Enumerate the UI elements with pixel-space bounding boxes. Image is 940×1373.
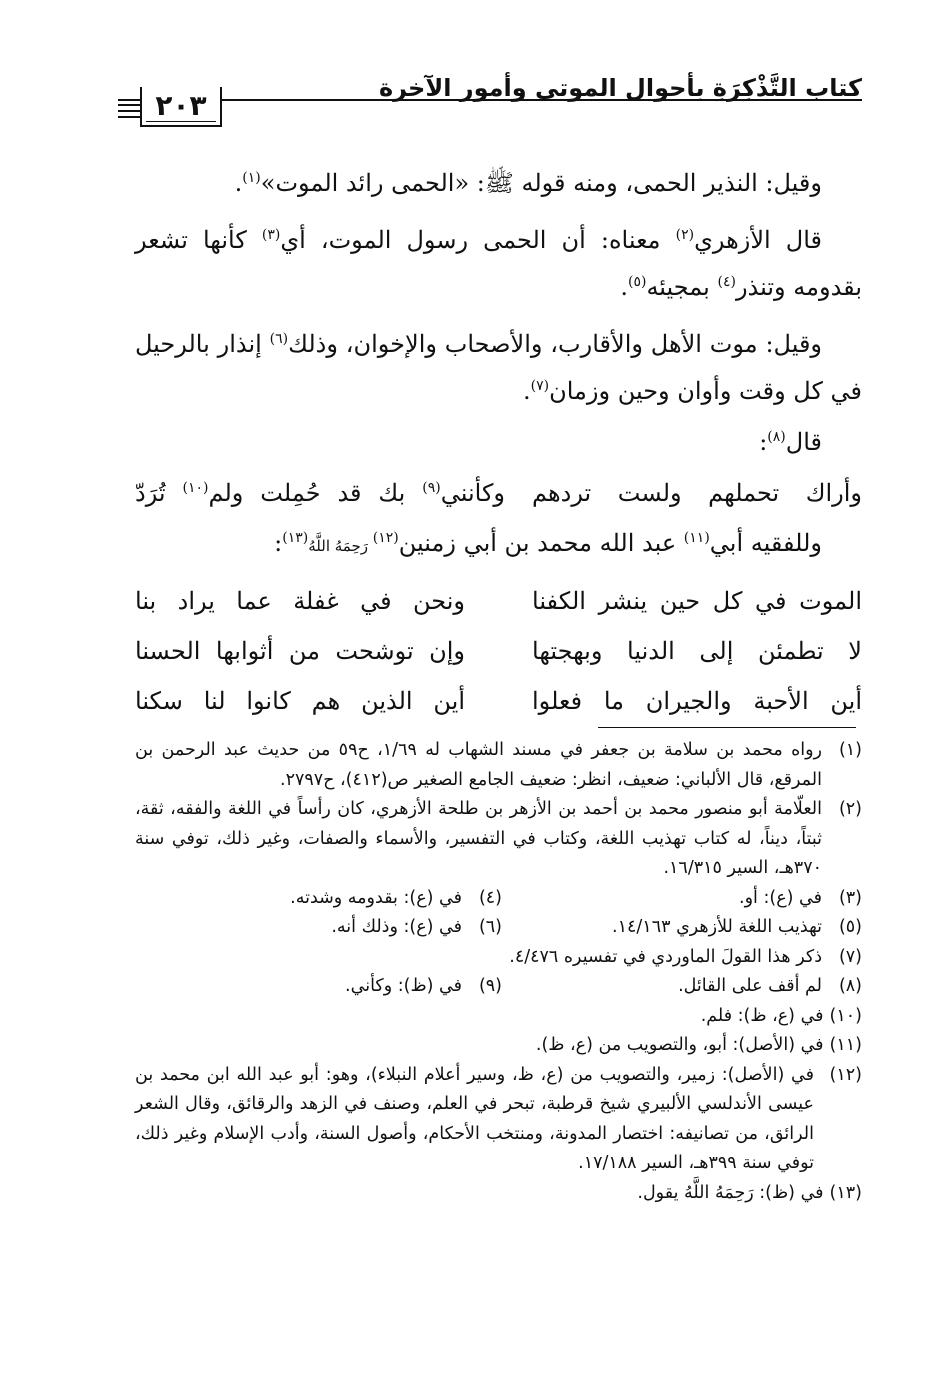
paragraph-text: معناه: أن الحمى رسول الموت، أي [280,226,676,254]
punctuation: . [522,377,531,405]
footnote-text: في (الأصل): أبو، والتصويب من (ع، ظ). [535,1035,824,1055]
footnote-number: (١٢) [829,1064,862,1085]
footnote [135,736,862,795]
footnote-text: في (الأصل): زمير، والتصويب من (ع، ظ، وسير أعلام النبلاء)، وهو: أبو عبد الله ابن محمد بن عيسى الأندلسي الألبيري شيخ قرطبة، تبحر في العلم، وصنف في الزهد والرقائق، وقال الشعر الرائق، من تصانيفه: اختصار المدونة، ومنتخب الأحكام، وأصول السنة، وأدب الإسلام وغير ذلك، توفي سنة ٣٩٩هـ، السير ١٧/١٨٨. [135,1064,814,1173]
footnote-ref[interactable]: (١٠) [182,480,209,496]
poem-verse [135,470,862,520]
paragraph-text: وقيل: موت الأهل والأقارب، والأصحاب والإخوان، وذلك [288,330,823,358]
footnote-number: (١٣) [829,1182,862,1203]
main-text [135,160,862,728]
footnote-text: في (ع): أو. [739,887,822,908]
footnote-number: (٥) [838,917,862,937]
footnote [142,972,502,1002]
footnote-number: (١) [838,740,862,760]
header-rule-ornament [118,104,140,106]
footnote-ref[interactable]: (٣) [261,227,281,243]
footnote-ref[interactable]: (٦) [269,331,289,347]
footnote [502,913,862,943]
footnote-number: (٩) [478,976,502,996]
header-rule-ornament [118,116,140,118]
page-number: ٢٠٣ [140,87,222,127]
header-rule [118,99,862,101]
footnote-number: (٧) [838,946,862,967]
footnote-separator [598,727,856,728]
poem-verse [135,678,862,728]
paragraph [135,217,862,311]
verse-first-half: لا تطمئن إلى الدنيا وبهجتها [532,637,862,665]
footnotes [135,736,862,1208]
paragraph-text: وللفقيه أبي [709,529,822,557]
footnote [142,884,502,914]
footnote [135,1031,862,1061]
footnote [135,943,862,973]
footnote [135,1002,862,1032]
honorific: رَحِمَهُ اللَّهُ [308,537,373,555]
verse-first-half: أين الأحبة والجيران ما فعلوا [532,687,862,715]
verse-second-half [135,470,505,520]
footnote-number: (٢) [838,799,862,819]
footnote-text: رواه محمد بن سلامة بن جعفر في مسند الشهاب له ١/٦٩، ح٥٩ من حديث عبد الرحمن بن المرقع، قال الألباني: ضعيف، انظر: ضعيف الجامع الصغير ص(٤١٢)، ح٢٧٩٧. [135,740,823,790]
verse-second-half: ونحن في غفلة عما يراد بنا [135,587,465,615]
footnote-ref[interactable]: (٧) [530,378,550,394]
footnote [135,1179,862,1209]
footnote-ref[interactable]: (٥) [627,274,647,290]
footnote-number: (١١) [829,1035,862,1055]
footnote-text: في (ظ): وكأني. [345,976,462,996]
punctuation: : [759,428,768,456]
header-rule-ornament [118,110,140,112]
poet-intro [135,520,862,570]
verse-text: وكأنني [440,479,505,507]
footnote-ref[interactable]: (١) [242,170,261,186]
footnote-ref[interactable]: (١١) [683,530,710,546]
footnote-ref[interactable]: (١٣) [282,530,309,546]
footnote-pair [135,913,862,943]
footnote-number: (٣) [838,887,862,908]
footnote-number: (١٠) [829,1005,862,1026]
footnote-text: في (ع): بقدومه وشدته. [290,887,462,908]
footnote [502,972,862,1002]
verse-text: بك قد حُمِلت ولم [208,479,423,507]
footnote-number: (٨) [838,976,862,996]
punctuation: . [234,169,243,197]
verse-first-half: الموت في كل حين ينشر الكفنا [532,587,862,615]
footnote-ref[interactable]: (١٢) [372,530,399,546]
footnote-text: لم أقف على القائل. [678,976,822,996]
running-title: كتاب التَّذْكِرَةِ بأحوال الموتى وأمور الآخرة [378,74,862,102]
poem-verse [135,628,862,678]
footnote-ref[interactable]: (٤) [717,274,736,290]
footnote-ref[interactable]: (٩) [422,480,441,496]
footnote [135,1061,862,1179]
footnote-number: (٤) [478,887,502,908]
footnote-number: (٦) [478,917,502,937]
footnote-text: ذكر هذا القولَ الماوردي في تفسيره ٤/٤٧٦. [509,946,822,967]
footnote-ref[interactable]: (٢) [675,227,695,243]
paragraph-text: إنذار بالرحيل في كل وقت وأوان وحين وزمان [135,330,862,405]
footnote-text: العلّامة أبو منصور محمد بن أحمد بن الأزهر بن طلحة الأزهري، كان رأساً في اللغة والفقه، ثقة، ثبتاً، ديناً، له كتاب تهذيب اللغة، وكتاب في التفسير، والأسماء والصفات، وغير ذلك، توفي سنة ٣٧٠هـ، السير ١٦/٣١٥. [135,799,822,878]
paragraph-text: قال [785,428,822,456]
footnote-pair [135,972,862,1002]
footnote [502,884,862,914]
verse-second-half: وإن توشحت من أثوابها الحسنا [135,637,465,665]
punctuation: : [274,529,283,557]
quote-intro [135,419,862,466]
footnote [135,795,862,884]
poem-verse [135,578,862,628]
footnote-text: تهذيب اللغة للأزهري ١٤/١٦٣. [612,917,822,937]
footnote [142,913,502,943]
paragraph-text: وقيل: النذير الحمى، ومنه قوله ﷺ: «الحمى رائد الموت» [260,169,822,197]
footnote-ref[interactable]: (٨) [767,429,786,445]
paragraph [135,160,862,207]
paragraph-text: عبد الله محمد بن أبي زمنين [398,529,684,557]
verse-text: تُرَدّ [135,479,183,507]
paragraph-text: قال الأزهري [694,226,822,254]
footnote-text: في (ظ): رَحِمَهُ اللَّهُ يقول. [637,1182,824,1203]
verse-second-half: أين الذين هم كانوا لنا سكنا [135,687,465,715]
paragraph-text: كأنها تشعر بقدومه وتنذر [135,226,862,301]
verse-first-half: وأراك تحملهم ولست تردهم [532,479,862,507]
punctuation: . [620,273,628,301]
paragraph-text: بمجيئه [646,273,718,301]
footnote-text: في (ع، ظ): فلم. [700,1005,824,1026]
footnote-text: في (ع): وذلك أنه. [331,917,462,937]
paragraph [135,321,862,415]
footnote-pair [135,884,862,914]
